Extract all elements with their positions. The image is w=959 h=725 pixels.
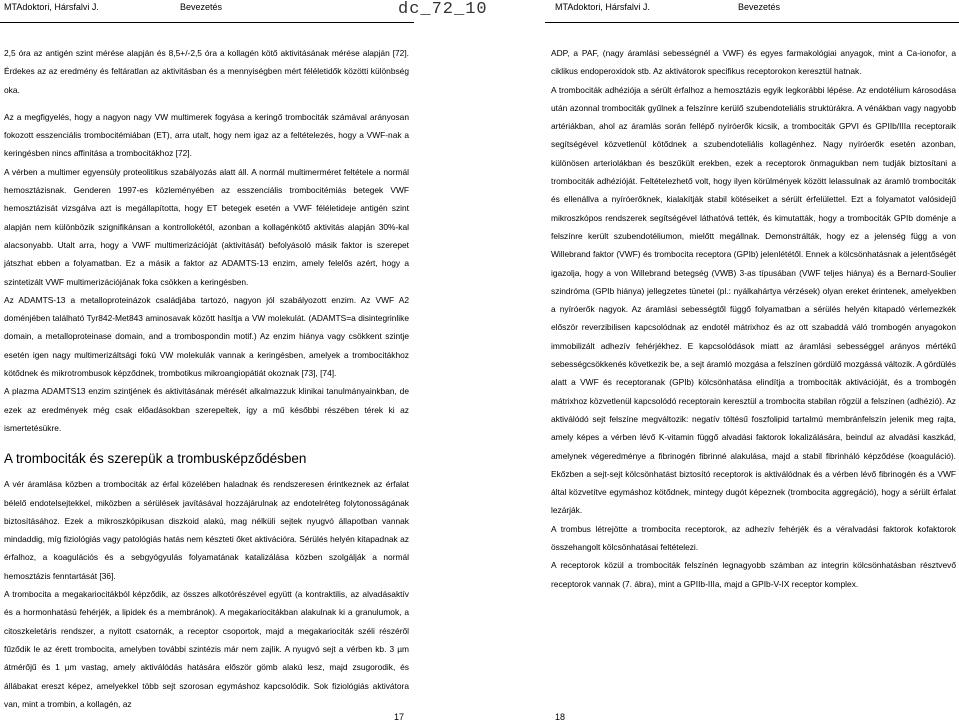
right-column	[551, 44, 956, 593]
paragraph: A trombocita a megakariocitákból képződik, az összes alkotórészével együtt (a kontraktilis, az alvadásaktív és a hormonhatású fehérjék, a lipidek és a membránok). A megakariocitákban alakulnak ki a granulumok, a citoszkeletáris rendszer, a nyitott csatornák, a receptor csoportok, majd a megakariociták széli részéről fűződik le az érett trombocita, amelyben további szintézis már nem zajlik. A nyugvó sejt a vérben kb. 3 µm átmérőjű és 1 µm vastag, amely aktiválódás hatására először gömb alakú lesz, majd zsugorodik, és állábakat ereszt képez, amelyekkel több sejt szorosan egymáshoz kapcsolódik. Sok fiziológiás aktivátora van, mint a trombin, a kollagén, az	[4, 589, 409, 709]
paragraph: 2,5 óra az antigén szint mérése alapján és 8,5+/-2,5 óra a kollagén kötő aktivitásának mérése alapján [72]. Érdekes az az eredmény és feltáratlan az aktivitásban és a mennyiségben mért féléletidők közötti különbség oka.	[4, 48, 409, 95]
document-id: dc_72_10	[398, 0, 488, 19]
page-number-right: 18	[555, 712, 566, 722]
left-column	[4, 44, 409, 713]
header-right-section: Bevezetés	[738, 2, 781, 12]
paragraph: Az ADAMTS-13 a metalloproteinázok családjába tartozó, nagyon jól szabályozott enzim. Az VWF A2 doménjében található Tyr842-Met843 aminosavak között hasítja a VW molekulát. (ADAMTS=a disintegrinlike domain, a metalloproteinase domain, and a trombospondin motif.) Az enzim hiánya vagy csökkent szintje esetén igen nagy multimerizáltsági fokú VW molekulák vannak a keringésben, amelyek a trombocitákhoz kötődnek és mikrotrombusok képződnek, trombotikus mikroangiopátiát okoznak [73], [74].	[4, 294, 409, 379]
paragraph: Az a megfigyelés, hogy a nagyon nagy VW multimerek fogyása a keringő trombociták számával arányosan fokozott esszenciális trombocitémiában (ET), arra utalt, hogy nem igaz az a feltételezés, hogy a VWF-nak a keringésben nincs affinitása a trombocitákhoz [72].	[4, 111, 409, 159]
page-number-left: 17	[394, 712, 405, 722]
paragraph: A vérben a multimer egyensúly proteolitikus szabályozás alatt áll. A normál multimerméret feltétele a normál hemosztázisnak. Genderen 1997-es közleményében az esszenciális trombocitémiás betegek VWF hemosztázisát vizsgálva azt is megállapította, hogy ET betegek esetén a VWF féléletideje antigén szint alapján nem különbözik szignifikánsan a kontrollokétól, azonban a kollagénkötő aktivitás alapján 30%-kal alacsonyabb. Utalt arra, hogy a VWF multimerizációját (aktivitását) befolyásoló másik faktor is szerepet játszhat ebben a folyamatban. Ez a másik a faktor az ADAMTS-13 enzim, amely felelős azért, hogy a szintetizált VWF multimerizációjának foka csökken a keringésben.	[4, 166, 409, 287]
paragraph: ADP, a PAF, (nagy áramlási sebességnél a VWF) és egyes farmakológiai anyagok, mint a Ca-ionofor, a ciklikus endoperoxidok stb. Az aktivátorok specifikus receptorokon keresztül hatnak.	[551, 48, 956, 77]
section-heading: A trombociták és szerepük a trombusképződésben	[4, 451, 307, 467]
paragraph: A receptorok közül a trombociták felszínén legnagyobb számban az integrin kölcsönhatásban résztvevő receptorok vannak (7. ábra), mint a GPIIb-IIIa, majd a GPIb-V-IX receptor komplex.	[551, 560, 956, 589]
header-right-author: MTAdoktori, Hársfalvi J.	[555, 2, 650, 12]
paragraph: A trombus létrejötte a trombocita receptorok, az adhezív fehérjék és a véralvadási faktorok kofaktorok összehangolt kölcsönhatásai feltételezi.	[551, 523, 956, 553]
header-rule-left	[0, 22, 414, 23]
header-left-section: Bevezetés	[180, 2, 223, 12]
paragraph: A plazma ADAMTS13 enzim szintjének és aktivitásának mérését alkalmazzuk klinikai tanulmányainkban, de ezek az eredmények még csak előadásokban szerepeltek, így a mű későbbi részében térek ki az ismertetésükre.	[4, 386, 409, 433]
header-left-author: MTAdoktori, Hársfalvi J.	[4, 2, 99, 12]
header-rule-right	[545, 22, 959, 23]
paragraph: A trombociták adhéziója a sérült érfalhoz a hemosztázis egyik legkorábbi lépése. Az endotélium károsodása után azonnal trombociták gyűlnek a felszínre kerülő szubendoteliális struktúrákra. A vénákban vagy nagyobb artériákban, ahol az áramlás során fellépő nyíróerők kicsik, a trombociták GPVI és GPIIb/IIIa receptoraik segítségével közvetlenül kötődnek a szubendoteliális kollagénhez. Nagy nyíróerők esetén azonban, különösen arteriolákban és beszűkült erekben, ezek a receptorok önmagukban nem tudják biztosítani a trombociták adhézióját. Feltételezhető volt, hogy ilyen körülmények között lelassulnak az áramló trombociták és ellenállva a nyíróerőknek, kialakítják stabil kötéseiket a sérült érfelülettel. Ezt a folyamatot valósidejű mikroszkópos rendszerek segítségével láthatóvá tették, és kimutatták, hogy a trombociták GPIb doménje a felszínre került szubendotéliumon, mielőtt megállnak. Demonstrálták, hogy ez a jelenség függ a von Willebrand faktor (VWF) és trombocita receptora (GPIb) jelenlététől. Ennek a kölcsönhatásnak a jelentőségét igazolja, hogy a von Willebrand betegség (VWB) 3-as típusában (VWF teljes hiánya) és a Bernard-Soulier szindróma (GPIb hiánya) jellegzetes tünetei (pl.: nyálkahártya vérzések) olyan ereket érintenek, amelyekben a nyíróerők nagyok. Az áramlási sebességtől függő folyamatban a sérülés helyén kitapadó vérlemezkék először reverzibilisen kapcsolódnak az endotél mátrixhoz és az ott szabaddá váló trombogén anyagokon immobilizált adhezív fehérjékhez. E kapcsolódások miatt az áramlási sebességgel arányos mértékű sebességcsökkenés következik be, a sejt áramló mozgása a felszínen gördülő mozgássá változik. A gördülés alatt a VWF és receptoranak (GPIb) kölcsönhatása elindítja a trombociták aktivációját, és a trombogén mátrixhoz közvetlenül kapcsolódó receptorain keresztül a trombocita stabilan rögzül a felszínen (adhézió). Az aktiválódó sejt felszíne megváltozik: negatív töltésű foszfolipid tartalmú membránfelszín jelenik meg rajta, amely képes a vérben lévő K-vitamin függő alvadási faktorok lokalizálására, beindul az alvadási kaszkád, amelynek végeredménye a fibrinogén fibrinné alakulása, majd a stabil fibrinháló képződése (koaguláció). Ekőzben a sejt-sejt kölcsönhatást biztosító receptorok is aktiválódnak és a vérben lévő fibrinogén és a VWF által közvetítve egymáshoz kötődnek, mintegy dugót képeznek (trombocita aggregáció), hogy a sérült érfalat lezárják.	[551, 84, 957, 516]
paragraph: A vér áramlása közben a trombociták az érfal közelében haladnak és rendszeresen érintkeznek az érfalat bélelő endotelsejtekkel, miközben a sérülések javításával hozzájárulnak az endotelréteg folytonosságának biztosításához. Ezek a mikroszkópikusan diszkoid alakú, mag nélküli sejtek nyugvó állapotban vannak mindaddig, míg fiziológiás vagy patológiás hatás nem készteti őket aktivációra. Sérülés helyén kitapadnak az érfalhoz, a koagulációs és a sebgyógyulás folyamatának katalizálása közben szolgálják a normál hemosztázis fenntartását [36].	[4, 479, 409, 581]
